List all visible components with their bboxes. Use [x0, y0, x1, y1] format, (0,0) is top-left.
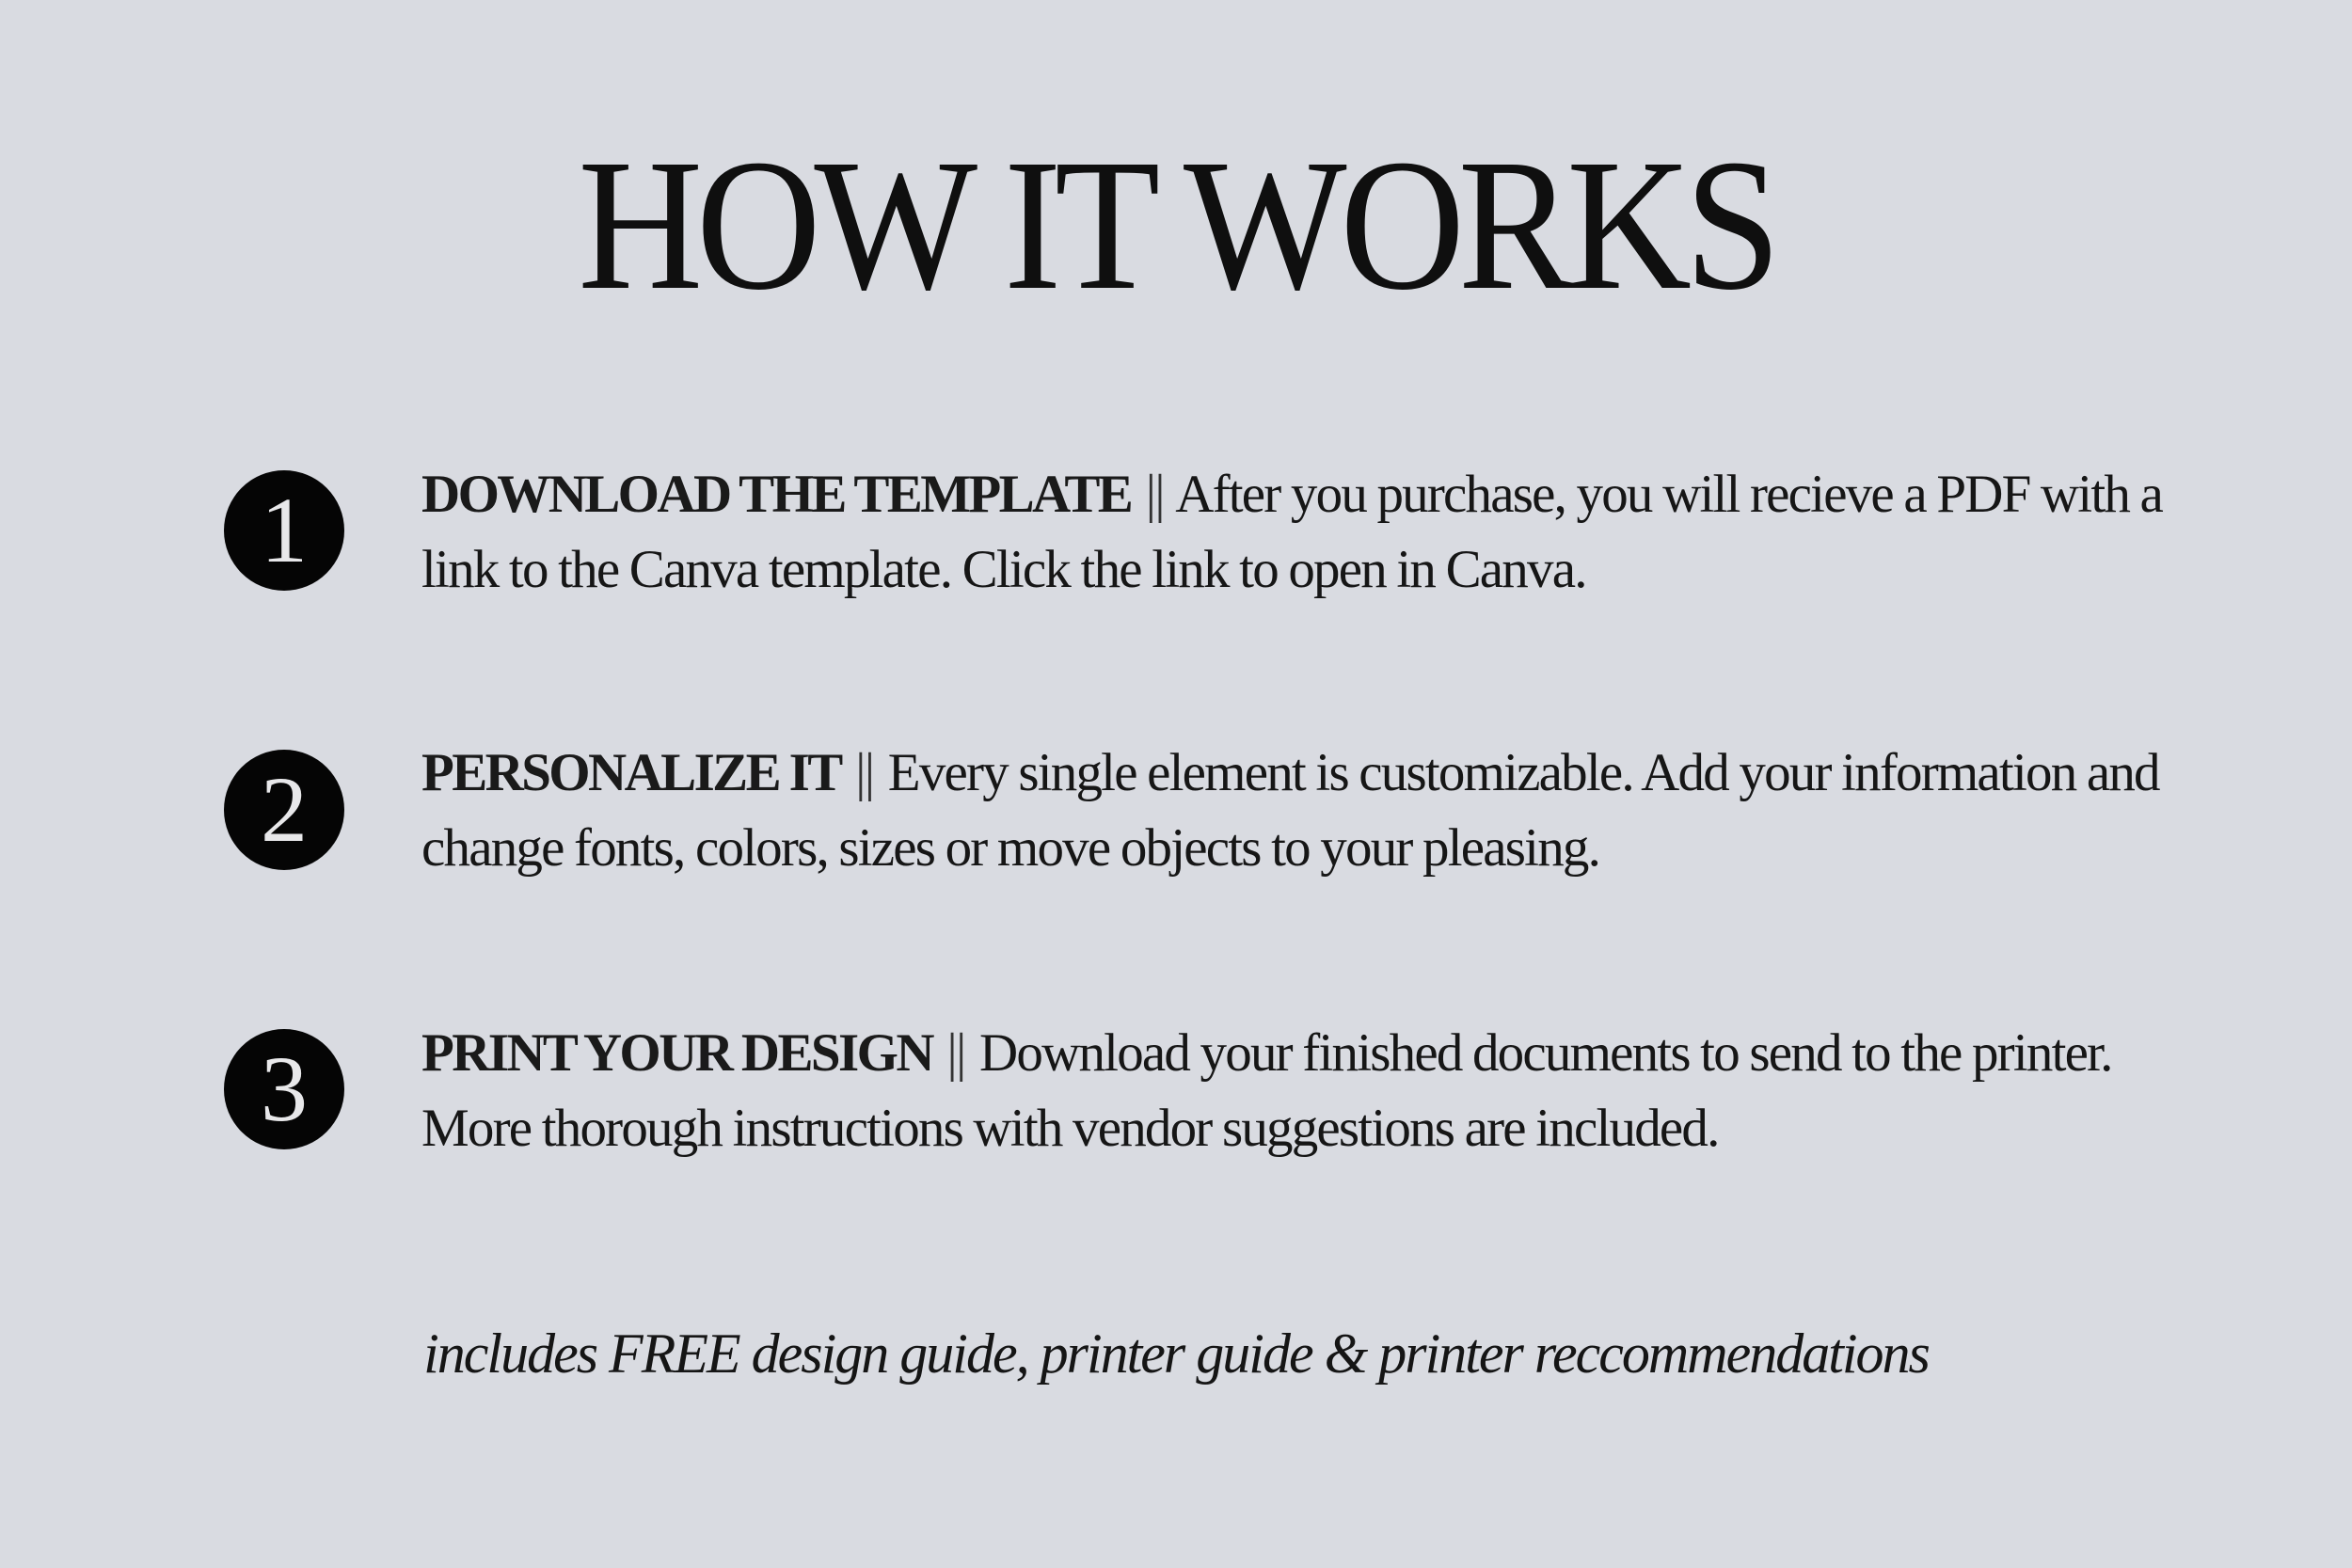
step-text: [421, 736, 2162, 886]
step-body: Download your finished documents to send to the printer. More thorough instructions with vendor suggestions are included.: [421, 1023, 2112, 1158]
footer-note: includes FREE design guide, printer guide & printer reccommendations: [423, 1323, 1929, 1385]
page-title: HOW IT WORKS: [578, 121, 1774, 329]
step-heading: PRINT YOUR DESIGN: [421, 1023, 932, 1083]
step-number-badge: 1: [224, 470, 344, 591]
step-separator: ||: [946, 1023, 965, 1083]
step-text: [421, 1016, 2162, 1166]
step-heading: DOWNLOAD THE TEMPLATE: [421, 465, 1132, 524]
step-separator: ||: [1145, 465, 1164, 524]
step-body: Every single element is customizable. Add your information and change fonts, colors, sizes or move objects to your pleasing.: [421, 743, 2159, 878]
step-text: [421, 457, 2162, 608]
step-separator: ||: [855, 743, 874, 802]
step-number-badge: 3: [224, 1029, 344, 1149]
step-heading: PERSONALIZE IT: [421, 743, 841, 802]
step-body: After you purchase, you will recieve a PDF with a link to the Canva template. Click the link to open in Canva.: [421, 465, 2163, 599]
step-number-badge: 2: [224, 750, 344, 870]
